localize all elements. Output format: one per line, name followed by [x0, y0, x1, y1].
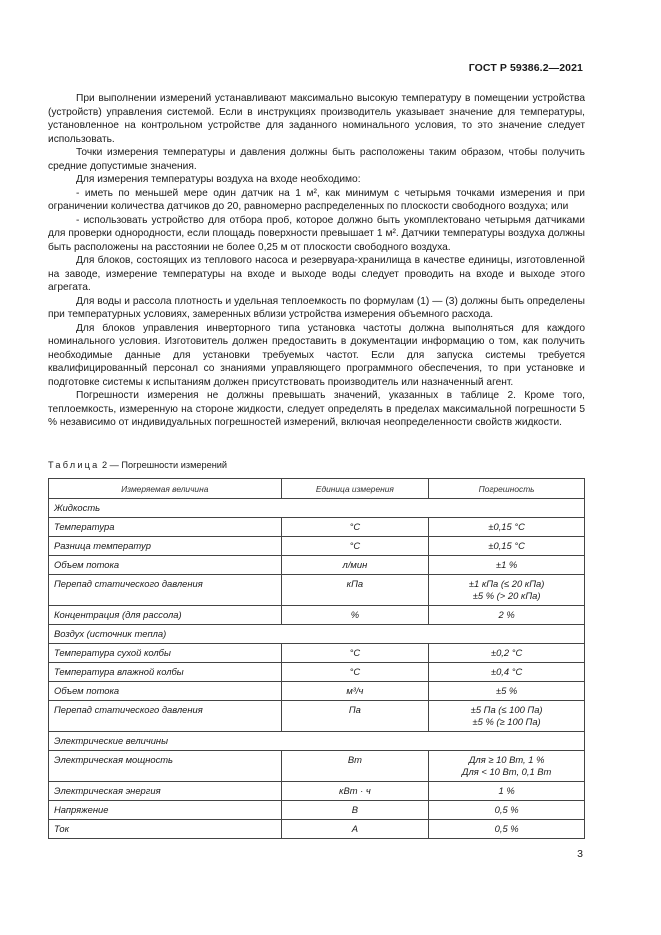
cell-quantity: Температура — [49, 518, 282, 537]
cell-error: ±0,15 °С — [429, 537, 585, 556]
table-row — [49, 751, 585, 782]
paragraph: Точки измерения температуры и давления должны быть расположены таким образом, чтобы получить средние допустимые значения. — [48, 147, 585, 172]
table-caption — [48, 460, 227, 470]
cell-unit: В — [281, 801, 429, 820]
table-row — [49, 537, 585, 556]
table-row — [49, 556, 585, 575]
cell-quantity: Электрическая мощность — [49, 751, 282, 782]
cell-quantity: Температура сухой колбы — [49, 644, 282, 663]
paragraph: При выполнении измерений устанавливают максимально высокую температуру в помещении устройства (устройств) управления системой. Если в инструкциях производитель указывает значение для температуры, установленное на контрольном устройстве для заданного номинального условия, то это значение следует использовать. — [48, 93, 585, 145]
table-row — [49, 782, 585, 801]
paragraph: Для измерения температуры воздуха на входе необходимо: — [76, 174, 361, 185]
table-row — [49, 820, 585, 839]
list-item: - иметь по меньшей мере один датчик на 1 м², как минимум с четырьмя точками измерения и при ограничении количества датчиков до 20, равномерно распределенных по плоскости свободного воздуха; или — [48, 187, 585, 212]
cell-error — [429, 751, 585, 782]
section-label: Электрические величины — [49, 732, 585, 751]
cell-unit: °С — [281, 537, 429, 556]
table-row — [49, 518, 585, 537]
cell-error: 0,5 % — [429, 820, 585, 839]
section-row — [49, 732, 585, 751]
column-header: Измеряемая величина — [49, 479, 282, 499]
cell-quantity: Разница температур — [49, 537, 282, 556]
errors-table — [48, 478, 585, 839]
cell-unit: л/мин — [281, 556, 429, 575]
table-row — [49, 644, 585, 663]
body-text — [48, 92, 585, 430]
error-line: ±5 % (> 20 кПа) — [472, 590, 541, 601]
cell-quantity: Перепад статического давления — [49, 575, 282, 606]
cell-error: ±0,4 °С — [429, 663, 585, 682]
error-line: ±5 Па (≤ 100 Па) — [470, 704, 543, 715]
table-row — [49, 575, 585, 606]
error-line: Для ≥ 10 Вт, 1 % — [468, 754, 545, 765]
section-label: Жидкость — [49, 499, 585, 518]
paragraph: Для воды и рассола плотность и удельная теплоемкость по формулам (1) — (3) должны быть определены при температурных условиях, замеренных вблизи устройства измерения объемного расхода. — [48, 295, 585, 320]
cell-error: 0,5 % — [429, 801, 585, 820]
table-row — [49, 663, 585, 682]
error-line: ±1 кПа (≤ 20 кПа) — [468, 578, 545, 589]
cell-quantity: Перепад статического давления — [49, 701, 282, 732]
section-label: Воздух (источник тепла) — [49, 625, 585, 644]
cell-error: ±1 % — [429, 556, 585, 575]
cell-unit: Па — [281, 701, 429, 732]
column-header: Погрешность — [429, 479, 585, 499]
cell-quantity: Объем потока — [49, 682, 282, 701]
table-row — [49, 606, 585, 625]
paragraph: Для блоков, состоящих из теплового насоса и резервуара-хранилища в качестве единицы, изготовленной на заводе, измерение температуры на входе и выходе воды следует проводить на входе и выходе этого агрегата. — [48, 255, 585, 293]
cell-quantity: Температура влажной колбы — [49, 663, 282, 682]
table-row — [49, 701, 585, 732]
cell-unit: °С — [281, 644, 429, 663]
error-line: Для < 10 Вт, 0,1 Вт — [461, 766, 552, 777]
cell-unit: кВт · ч — [281, 782, 429, 801]
cell-unit: °С — [281, 663, 429, 682]
section-row — [49, 499, 585, 518]
column-header: Единица измерения — [281, 479, 429, 499]
cell-error: 1 % — [429, 782, 585, 801]
cell-unit: А — [281, 820, 429, 839]
paragraph: Для блоков управления инверторного типа установка частоты должна выполняться для каждого номинального условия. Изготовитель должен предоставить в документации информацию о том, как получить необходимые данные для установки требуемых частот. Если для запуска системы требуется квалифицированный персонал со знаниями управляющего программного обеспечения, то при установке и подготовке системы к испытаниям должен присутствовать производитель или назначенный агент. — [48, 322, 585, 388]
list-item: - использовать устройство для отбора проб, которое должно быть укомплектовано четырьмя датчиками для проверки однородности, если площадь поверхности превышает 1 м². Датчики температуры воздуха должны быть расположены на расстоянии не более 0,25 м от плоскости свободного воздуха. — [48, 214, 585, 253]
page-number: 3 — [577, 848, 583, 860]
cell-error: ±5 % — [429, 682, 585, 701]
cell-quantity: Ток — [49, 820, 282, 839]
cell-error: ±0,2 °С — [429, 644, 585, 663]
error-line: ±5 % (≥ 100 Па) — [472, 716, 541, 727]
table-caption-prefix: Таблица — [48, 460, 100, 470]
table-row — [49, 682, 585, 701]
cell-error — [429, 575, 585, 606]
cell-quantity: Электрическая энергия — [49, 782, 282, 801]
cell-error: ±0,15 °С — [429, 518, 585, 537]
table-header-row — [49, 479, 585, 499]
table-caption-number: 2 — [102, 460, 108, 470]
cell-quantity: Объем потока — [49, 556, 282, 575]
cell-error — [429, 701, 585, 732]
section-row — [49, 625, 585, 644]
document-code: ГОСТ Р 59386.2—2021 — [468, 62, 583, 74]
paragraph: Погрешности измерения не должны превышать значений, указанных в таблице 2. Кроме того, теплоемкость, измеренную на стороне жидкости, следует определять в пределах максимальной погрешности 5 % независимо от индивидуальных погрешностей измерений, включая неопределенности свойств жидкости. — [48, 390, 585, 428]
cell-unit: м³/ч — [281, 682, 429, 701]
cell-quantity: Концентрация (для рассола) — [49, 606, 282, 625]
cell-unit: % — [281, 606, 429, 625]
cell-error: 2 % — [429, 606, 585, 625]
table-row — [49, 801, 585, 820]
cell-quantity: Напряжение — [49, 801, 282, 820]
cell-unit: кПа — [281, 575, 429, 606]
cell-unit: °С — [281, 518, 429, 537]
table-caption-title: — Погрешности измерений — [107, 460, 228, 470]
cell-unit: Вт — [281, 751, 429, 782]
